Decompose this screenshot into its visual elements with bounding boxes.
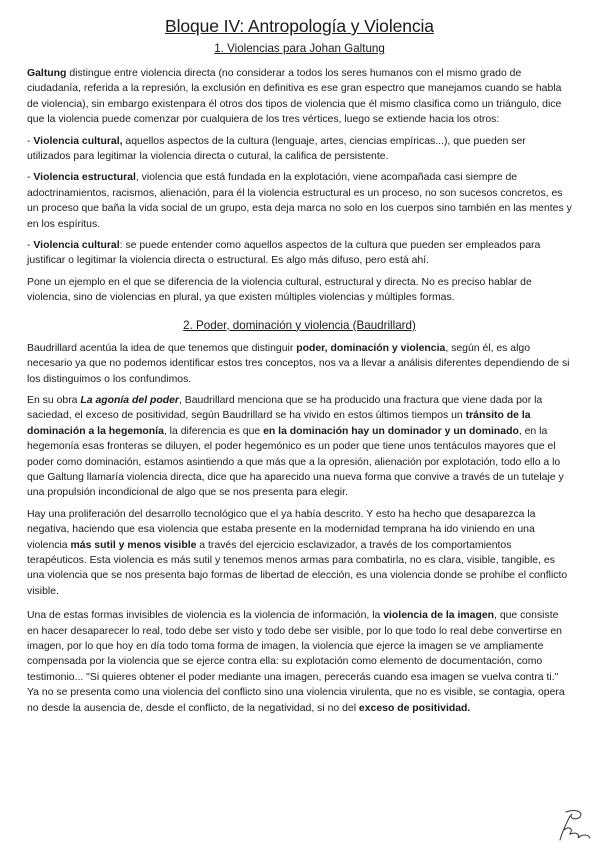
s2-paragraph-distinguir: Baudrillard acentúa la idea de que tenemos que distinguir poder, dominación y violencia, según él, es algo necesario ya que no podemos identificar estos tres conceptos, nos va a llevar a análisis diferentes dependiendo de si los distinguimos o los confundimos. [27,342,570,385]
term-violencia-estructural: Violencia estructural [33,172,136,184]
section-2-heading: 2. Poder, dominación y violencia (Baudrillard) [183,318,416,332]
s2-paragraph-desarrollo-tecnologico: Hay una proliferación del desarrollo tecnológico que el ya había descrito. Y esto ha hecho que desaparezca la negativa, haciendo que esa violencia que estaba presente en la modernidad temprana ha ido viniendo en una violencia más sutil y menos visible a través del ejercicio esclavizador, a través de los comportamientos terapéuticos. Esta violencia es más sutil y tenemos menos armas para combatirla, no es clara, visible, tangible, es una violencia que se nos presenta bajo formas de libertad de elección, es una violencia donde se prohíbe el conflicto visible. [27,508,568,597]
term-mas-sutil: más sutil y menos visible [70,539,197,551]
term-violencia-cultural-2: Violencia cultural [33,240,120,252]
s1-paragraph-ejemplo: Pone un ejemplo en el que se diferencia de la violencia cultural, estructural y directa. No es preciso hablar de violencia, sino de violencias en plural, ya que existen múltiples violencias y múltiples formas. [27,276,532,304]
s2-paragraph-agonia-del-poder: En su obra La agonía del poder, Baudrillard menciona que se ha producido una fractura que viene dada por la saciedad, el exceso de positividad, según Baudrillard se ha vivido en estos últimos tiempos un tránsito de la dominación a la hegemonía, la diferencia es que en la dominación hay un dominador y un dominado, en la hegemonía esas fronteras se diluyen, el poder hegemónico es un poder que tiene unos tentáculos mayores que el poder como dominación, estamos asintiendo a que más que a la opresión, alienación por explotación, todo ello a lo que Galtung llamaría violencia directa, dice que ha aparecido una nueva forma que convive a través de un tutelaje y una propulsión incondicional de algo que se nos presenta para elegir. [27,394,564,499]
page-title: Bloque IV: Antropología y Violencia [165,16,434,36]
s1-paragraph-violencia-cultural-2: - Violencia cultural: se puede entender como aquellos aspectos de la cultura que pueden ser empleados para justificar o legitimar la violencia directa o estructural. Es algo más difuso, pero está ahí. [27,240,541,267]
term-poder-dominacion-violencia: poder, dominación y violencia [296,342,446,354]
term-transito-hegemonia: tránsito de la dominación a la hegemonía [27,410,531,437]
s1-paragraph-galtung: Galtung distingue entre violencia directa (no considerar a todos los seres humanos con el mismo grado de ciudadanía, referida a la represión, la exclusión en definitiva es ese gran espectro que manejamos cuando se habla de violencia), sin embargo existenpara él otros dos tipos de violencia que él mismo clasifica como un triángulo, dice que la violencia puede comenzar por cualquiera de los tres vértices, luego se extiende hacia los otros: [27,68,562,126]
work-title-agonia-del-poder: La agonía del poder [80,394,179,406]
signature-logo [554,808,594,844]
term-violencia-cultural: Violencia cultural, [33,135,123,147]
term-galtung: Galtung [27,68,67,79]
s1-paragraph-violencia-estructural: - Violencia estructural, violencia que está fundada en la explotación, viene acompañada casi siempre de adoctrinamientos, racismos, alienación, para él la violencia estructural es un proceso, no son sucesos concretos, es un proceso que baña la vida social de un grupo, esta deja marca no solo en los cuerpos sino también en las mentes y en los espíritus. [27,172,572,230]
term-exceso-positividad: exceso de positividad. [358,702,471,714]
term-violencia-imagen: violencia de la imagen [383,610,495,622]
term-dominador-dominado: en la dominación hay un dominador y un dominado [263,425,519,437]
s1-paragraph-violencia-cultural: - Violencia cultural, aquellos aspectos de la cultura (lenguaje, artes, ciencias empíricas...), que pueden ser utilizados para legitimar la violencia directa o cutural, la califica de persistente. [27,135,526,163]
section-1-heading: 1. Violencias para Johan Galtung [214,42,385,55]
s2-paragraph-violencia-imagen: Una de estas formas invisibles de violencia es la violencia de información, la violencia de la imagen, que consiste en hacer desaparecer lo real, todo debe ser visto y todo debe ser visible, por lo que todo lo real debe convertirse en imagen, por lo que hoy en día todo toma forma de imagen, la violencia que ejerce la imagen se ve ampliamente compensada por la violencia que se ejerce contra ella: su explotación como elemento de documentación, como testimonio... "Si quieres obtener el poder mediante una imagen, perecerás cuando esa imagen se vuelva contra ti." Ya no se presenta como una violencia del conflicto sino una violencia virulenta, que no es visible, se contagia, opera no desde la ausencia de, desde el conflicto, de la negatividad, si no del exceso de positividad. [27,610,565,714]
